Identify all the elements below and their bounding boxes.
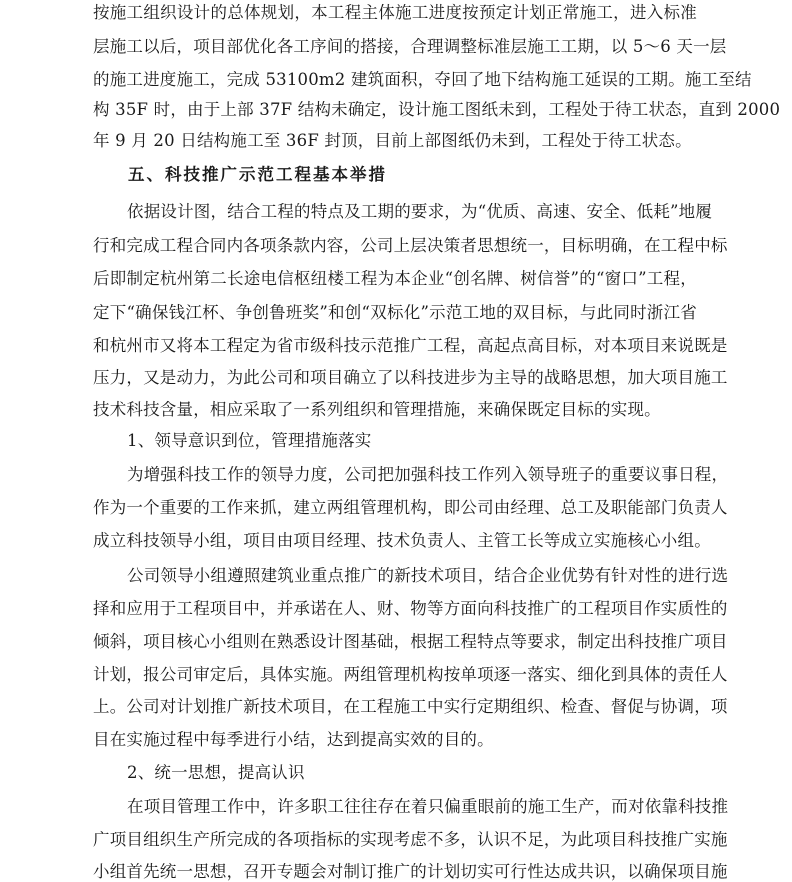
paragraph-line: 按施工组织设计的总体规划，本工程主体施工进度按预定计划正常施工，进入标准 [93, 3, 697, 22]
paragraph-line: 广项目组织生产所完成的各项指标的实现考虑不多，认识不足，为此项目科技推广实施 [93, 830, 728, 849]
paragraph-line: 上。公司对计划推广新技术项目，在工程施工中实行定期组织、检查、督促与协调，项 [93, 697, 728, 716]
paragraph-line: 依据设计图，结合工程的特点及工期的要求，为“优质、高速、安全、低耗”地履 [127, 202, 713, 221]
paragraph-line: 层施工以后，项目部优化各工序间的搭接，合理调整标准层施工工期，以 5～6 天一层 [93, 37, 727, 56]
paragraph-line: 年 9 月 20 日结构施工至 36F 封顶，目前上部图纸仍未到，工程处于待工状态。 [93, 131, 692, 150]
sub-heading: 1、领导意识到位，管理措施落实 [127, 431, 372, 450]
paragraph-line: 压力，又是动力，为此公司和项目确立了以科技进步为主导的战略思想，加大项目施工 [93, 368, 728, 387]
sub-heading: 2、统一思想，提高认识 [127, 763, 305, 782]
paragraph-line: 定下“确保钱江杯、争创鲁班奖”和创“双标化”示范工地的双目标，与此同时浙江省 [93, 303, 697, 322]
paragraph-line: 作为一个重要的工作来抓，建立两组管理机构，即公司由经理、总工及职能部门负责人 [93, 498, 728, 517]
paragraph-line: 技术科技含量，相应采取了一系列组织和管理措施，来确保既定目标的实现。 [93, 400, 661, 419]
paragraph-line: 在项目管理工作中，许多职工往往存在着只偏重眼前的施工生产，而对依靠科技推 [127, 797, 729, 816]
paragraph-line: 计划，报公司审定后，具体实施。两组管理机构按单项逐一落实、细化到具体的责任人 [93, 665, 728, 684]
paragraph-line: 择和应用于工程项目中，并承诺在人、财、物等方面向科技推广的工程项目作实质性的 [93, 599, 728, 618]
paragraph-line: 后即制定杭州第二长途电信枢纽楼工程为本企业“创名牌、树信誉”的“窗口”工程， [93, 269, 697, 288]
paragraph-line: 倾斜，项目核心小组则在熟悉设计图基础，根据工程特点等要求，制定出科技推广项目 [93, 632, 728, 651]
paragraph-line: 和杭州市又将本工程定为省市级科技示范推广工程，高起点高目标，对本项目来说既是 [93, 336, 728, 355]
paragraph-line: 构 35F 时，由于上部 37F 结构未确定，设计施工图纸未到，工程处于待工状态，直到 2000 [93, 100, 781, 119]
paragraph-line: 成立科技领导小组，项目由项目经理、技术负责人、主管工长等成立实施核心小组。 [93, 531, 711, 550]
paragraph-line: 行和完成工程合同内各项条款内容，公司上层决策者思想统一，目标明确，在工程中标 [93, 236, 728, 255]
paragraph-line: 的施工进度施工，完成 53100m2 建筑面积，夺回了地下结构施工延误的工期。施工至结 [93, 70, 752, 89]
paragraph-line: 小组首先统一思想，召开专题会对制订推广的计划切实可行性达成共识，以确保项目施 [93, 862, 728, 881]
section-heading: 五、科技推广示范工程基本举措 [128, 165, 387, 184]
paragraph-line: 目在实施过程中每季进行小结，达到提高实效的目的。 [93, 730, 494, 749]
paragraph-line: 公司领导小组遵照建筑业重点推广的新技术项目，结合企业优势有针对性的进行选 [127, 566, 729, 585]
paragraph-line: 为增强科技工作的领导力度，公司把加强科技工作列入领导班子的重要议事日程， [127, 465, 729, 484]
